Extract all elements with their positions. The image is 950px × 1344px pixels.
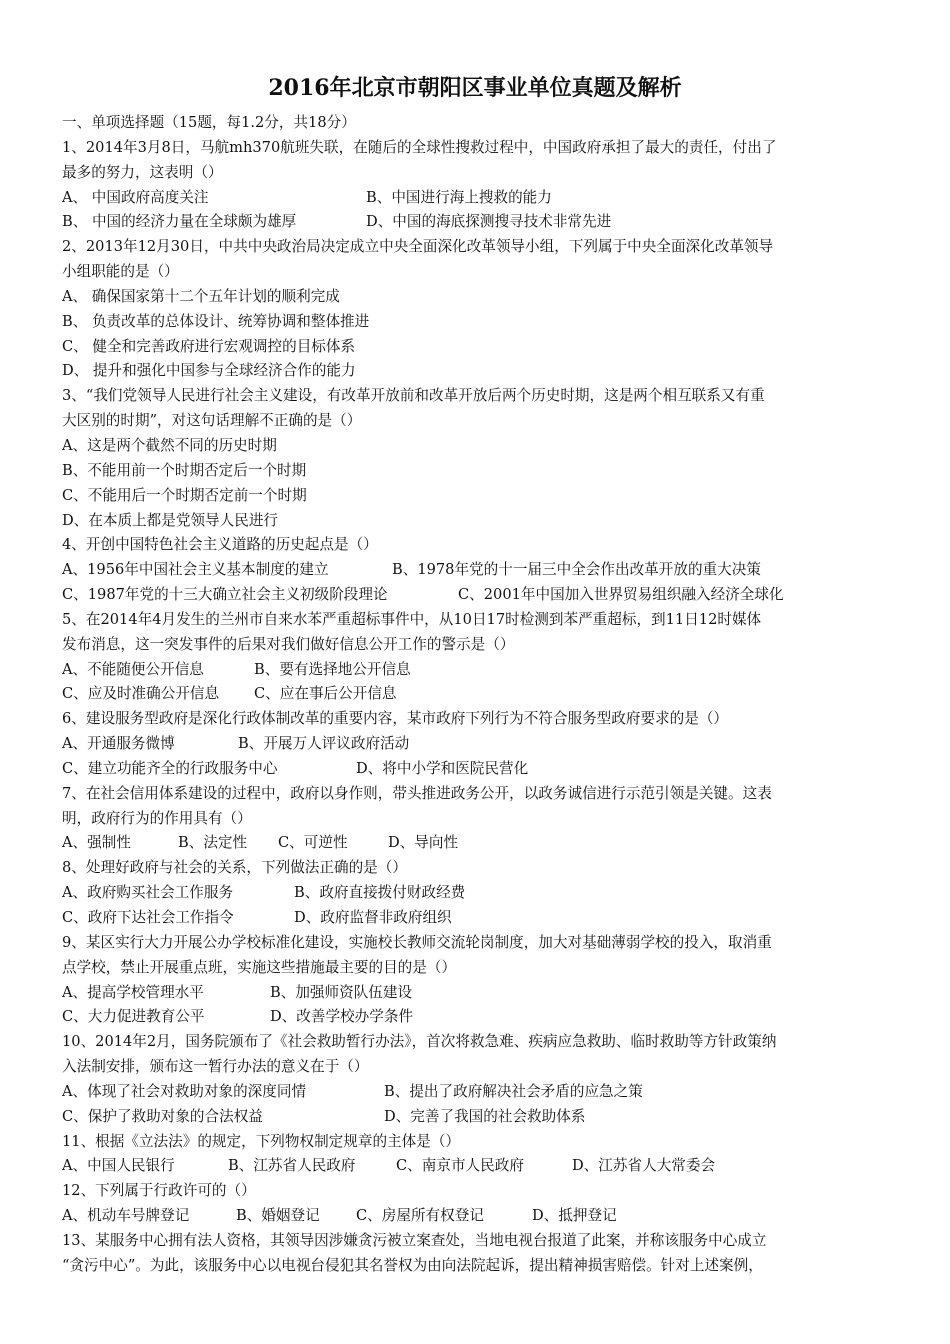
question-1-stem-cont: 最多的努力，这表明（） xyxy=(62,163,223,181)
option-b: B、要有选择地公开信息 xyxy=(254,660,411,678)
option-d: D、抵押登记 xyxy=(532,1207,617,1225)
option-a: A、提高学校管理水平 xyxy=(62,983,204,1001)
option-b: B、加强师资队伍建设 xyxy=(270,983,413,1001)
option-c: C、应及时准确公开信息 xyxy=(62,685,220,703)
option-d: C、2001年中国加入世界贸易组织融入经济全球化 xyxy=(458,586,784,604)
question-5-options-row-2 xyxy=(62,682,892,707)
option-b: B、1978年党的十一届三中全会作出改革开放的重大决策 xyxy=(392,561,761,579)
option-c: C、南京市人民政府 xyxy=(396,1157,524,1175)
question-9-stem-cont: 点学校，禁止开展重点班，实施这些措施最主要的目的是（） xyxy=(62,958,457,976)
option-d: D、导向性 xyxy=(388,834,459,852)
option-a: A、 中国政府高度关注 xyxy=(62,188,209,206)
document-title: 2016年北京市朝阳区事业单位真题及解析 xyxy=(268,75,682,101)
question-3-option-d: D、在本质上都是党领导人民进行 xyxy=(62,511,279,529)
question-7-stem: 7、在社会信用体系建设的过程中，政府以身作则，带头推进政务公开，以政务诚信进行示范引领是关键。这表 xyxy=(62,784,772,802)
option-c: C、政府下达社会工作指令 xyxy=(62,909,234,926)
option-d: C、应在事后公开信息 xyxy=(254,685,397,703)
question-11-options xyxy=(62,1154,892,1179)
option-b: B、开展万人评议政府活动 xyxy=(238,735,410,753)
question-3-stem-cont: 大区别的时期”，对这句话理解不正确的是（） xyxy=(62,412,362,430)
question-3-option-c: C、不能用后一个时期否定前一个时期 xyxy=(62,486,307,504)
option-d: D、中国的海底探测搜寻技术非常先进 xyxy=(366,213,612,231)
option-a: A、机动车号牌登记 xyxy=(62,1207,190,1225)
question-9-options-row-1 xyxy=(62,981,892,1006)
question-2-option-d: D、 提升和强化中国参与全球经济合作的能力 xyxy=(62,362,356,380)
option-c: C、保护了救助对象的合法权益 xyxy=(62,1107,263,1125)
question-1-options-row-1 xyxy=(62,186,892,211)
question-7-stem-cont: 明，政府行为的作用具有（） xyxy=(62,809,252,827)
option-d: D、政府监督非政府组织 xyxy=(294,909,452,926)
question-13-stem: 13、某服务中心拥有法人资格，其领导因涉嫌贪污被立案查处，当地电视台报道了此案，并称该服务中心成立 xyxy=(62,1231,767,1249)
question-2-option-a: A、 确保国家第十二个五年计划的顺利完成 xyxy=(62,287,340,305)
question-6-options-row-1 xyxy=(62,732,892,757)
question-2-stem: 2、2013年12月30日，中共中央政治局决定成立中央全面深化改革领导小组，下列属于中央全面深化改革领导 xyxy=(62,238,774,256)
question-10-options-row-2 xyxy=(62,1105,892,1130)
option-c: B、 中国的经济力量在全球颇为雄厚 xyxy=(62,213,297,231)
option-a: A、政府购买社会工作服务 xyxy=(62,884,234,902)
question-4-stem: 4、开创中国特色社会主义道路的历史起点是（） xyxy=(62,536,378,554)
question-8-stem: 8、处理好政府与社会的关系，下列做法正确的是（） xyxy=(62,859,407,877)
option-a: A、1956年中国社会主义基本制度的建立 xyxy=(62,561,329,579)
question-13-stem-cont: “贪污中心”。为此，该服务中心以电视台侵犯其名誉权为由向法院起诉，提出精神损害赔偿。针对上述案例， xyxy=(62,1256,763,1274)
option-c: C、建立功能齐全的行政服务中心 xyxy=(62,759,278,777)
question-6-stem: 6、建设服务型政府是深化行政体制改革的重要内容，某市政府下列行为不符合服务型政府要求的是（） xyxy=(62,710,729,728)
option-b: B、中国进行海上搜救的能力 xyxy=(366,188,552,206)
question-10-stem-cont: 入法制安排，颁布这一暂行办法的意义在于（） xyxy=(62,1058,369,1076)
question-12-stem: 12、下列属于行政许可的（） xyxy=(62,1182,256,1200)
question-3-option-b: B、不能用前一个时期否定后一个时期 xyxy=(62,461,307,479)
option-a: A、中国人民银行 xyxy=(62,1157,175,1175)
option-c: C、房屋所有权登记 xyxy=(356,1207,484,1225)
option-d: D、将中小学和医院民营化 xyxy=(356,759,529,777)
question-11-stem: 11、根据《立法法》的规定，下列物权制定规章的主体是（） xyxy=(62,1132,461,1150)
option-c: C、可逆性 xyxy=(278,834,348,852)
question-8-options-row-2 xyxy=(62,906,892,931)
option-b: B、提出了政府解决社会矛盾的应急之策 xyxy=(384,1082,643,1100)
question-9-options-row-2 xyxy=(62,1005,892,1030)
question-list xyxy=(62,111,892,1279)
question-6-options-row-2 xyxy=(62,757,892,782)
question-8-options-row-1 xyxy=(62,881,892,906)
section-header: 一、单项选择题（15题，每1.2分，共18分） xyxy=(62,114,356,131)
question-4-options-row-2 xyxy=(62,583,892,608)
option-a: A、强制性 xyxy=(62,834,131,852)
question-5-options-row-1 xyxy=(62,658,892,683)
option-a: A、不能随便公开信息 xyxy=(62,660,204,678)
question-1-options-row-2 xyxy=(62,210,892,235)
question-3-option-a: A、这是两个截然不同的历史时期 xyxy=(62,436,277,454)
option-d: D、完善了我国的社会救助体系 xyxy=(384,1107,586,1125)
option-b: B、婚姻登记 xyxy=(236,1207,320,1225)
option-d: D、改善学校办学条件 xyxy=(270,1008,414,1026)
option-b: B、江苏省人民政府 xyxy=(228,1157,356,1175)
option-c: C、大力促进教育公平 xyxy=(62,1008,205,1026)
question-3-stem: 3、“我们党领导人民进行社会主义建设，有改革开放前和改革开放后两个历史时期，这是两个相互联系又有重 xyxy=(62,387,765,405)
question-2-stem-cont: 小组职能的是（） xyxy=(62,263,179,281)
question-7-options xyxy=(62,831,892,856)
question-9-stem: 9、某区实行大力开展公办学校标准化建设，实施校长教师交流轮岗制度，加大对基础薄弱学校的投入，取消重 xyxy=(62,933,772,951)
option-c: C、1987年党的十三大确立社会主义初级阶段理论 xyxy=(62,586,388,604)
question-10-stem: 10、2014年2月，国务院颁布了《社会救助暂行办法》，首次将救急难、疾病应急救助、临时救助等方针政策纳 xyxy=(62,1033,777,1051)
option-a: A、开通服务微博 xyxy=(62,735,175,753)
question-4-options-row-1 xyxy=(62,558,892,583)
question-12-options xyxy=(62,1204,892,1229)
question-5-stem: 5、在2014年4月发生的兰州市自来水苯严重超标事件中，从10日17时检测到苯严重超标，到11日12时媒体 xyxy=(62,610,762,628)
option-b: B、政府直接拨付财政经费 xyxy=(294,884,466,902)
question-1-stem: 1、2014年3月8日，马航mh370航班失联，在随后的全球性搜救过程中，中国政府承担了最大的责任，付出了 xyxy=(62,138,777,156)
question-2-option-b: B、 负责改革的总体设计、统筹协调和整体推进 xyxy=(62,312,370,330)
question-10-options-row-1 xyxy=(62,1080,892,1105)
question-5-stem-cont: 发布消息，这一突发事件的后果对我们做好信息公开工作的警示是（） xyxy=(62,635,515,653)
question-2-option-c: C、 健全和完善政府进行宏观调控的目标体系 xyxy=(62,337,356,355)
option-a: A、体现了社会对救助对象的深度同情 xyxy=(62,1082,307,1100)
option-d: D、江苏省人大常委会 xyxy=(572,1157,716,1175)
option-b: B、法定性 xyxy=(178,834,248,852)
